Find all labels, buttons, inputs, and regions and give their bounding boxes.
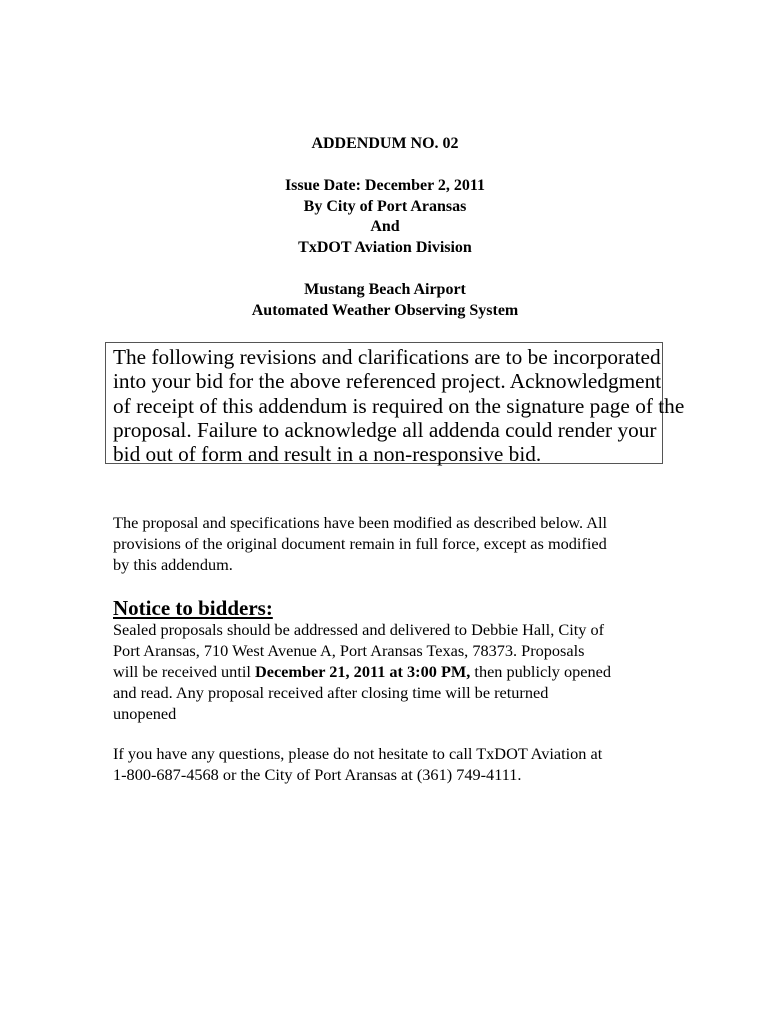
contact-line: 1-800-687-4568 or the City of Port Aransas at (361) 749-4111. bbox=[113, 765, 522, 784]
notice-line bbox=[113, 661, 673, 682]
division: TxDOT Aviation Division bbox=[298, 239, 472, 256]
notice-line: and read. Any proposal received after closing time will be returned bbox=[113, 683, 549, 702]
project-name: Automated Weather Observing System bbox=[251, 302, 519, 319]
contact-line: If you have any questions, please do not hesitate to call TxDOT Aviation at bbox=[113, 744, 603, 763]
conjunction: And bbox=[370, 218, 400, 235]
contact-paragraph bbox=[113, 743, 673, 785]
notice-line-text: then publicly opened bbox=[470, 662, 611, 681]
issuer: By City of Port Aransas bbox=[303, 198, 467, 215]
intro-line: by this addendum. bbox=[113, 555, 233, 574]
notice-box-line: into your bid for the above referenced project. Acknowledgment bbox=[113, 369, 662, 394]
addendum-title: ADDENDUM NO. 02 bbox=[311, 135, 459, 152]
notice-line: Sealed proposals should be addressed and delivered to Debbie Hall, City of bbox=[113, 620, 605, 639]
notice-to-bidders-paragraph bbox=[113, 619, 673, 724]
notice-line-text: will be received until bbox=[113, 662, 255, 681]
notice-box-line: bid out of form and result in a non-responsive bid. bbox=[113, 442, 542, 467]
deadline-date: December 21, 2011 at 3:00 PM, bbox=[254, 662, 471, 681]
notice-box-line: The following revisions and clarifications are to be incorporated bbox=[113, 345, 661, 369]
notice-box-line: of receipt of this addendum is required on the signature page of the bbox=[113, 393, 685, 418]
intro-line: provisions of the original document remain in full force, except as modified bbox=[113, 534, 607, 553]
issue-date: Issue Date: December 2, 2011 bbox=[284, 177, 486, 194]
notice-line: unopened bbox=[113, 704, 177, 723]
airport-name: Mustang Beach Airport bbox=[304, 281, 466, 298]
notice-box-line: proposal. Failure to acknowledge all addenda could render your bbox=[113, 417, 657, 442]
intro-line: The proposal and specifications have been modified as described below. All bbox=[113, 513, 608, 532]
intro-paragraph bbox=[113, 512, 673, 575]
acknowledgment-notice-box bbox=[105, 342, 685, 467]
notice-to-bidders-heading: Notice to bidders: bbox=[113, 596, 273, 620]
notice-line: Port Aransas, 710 West Avenue A, Port Aransas Texas, 78373. Proposals bbox=[113, 641, 585, 660]
